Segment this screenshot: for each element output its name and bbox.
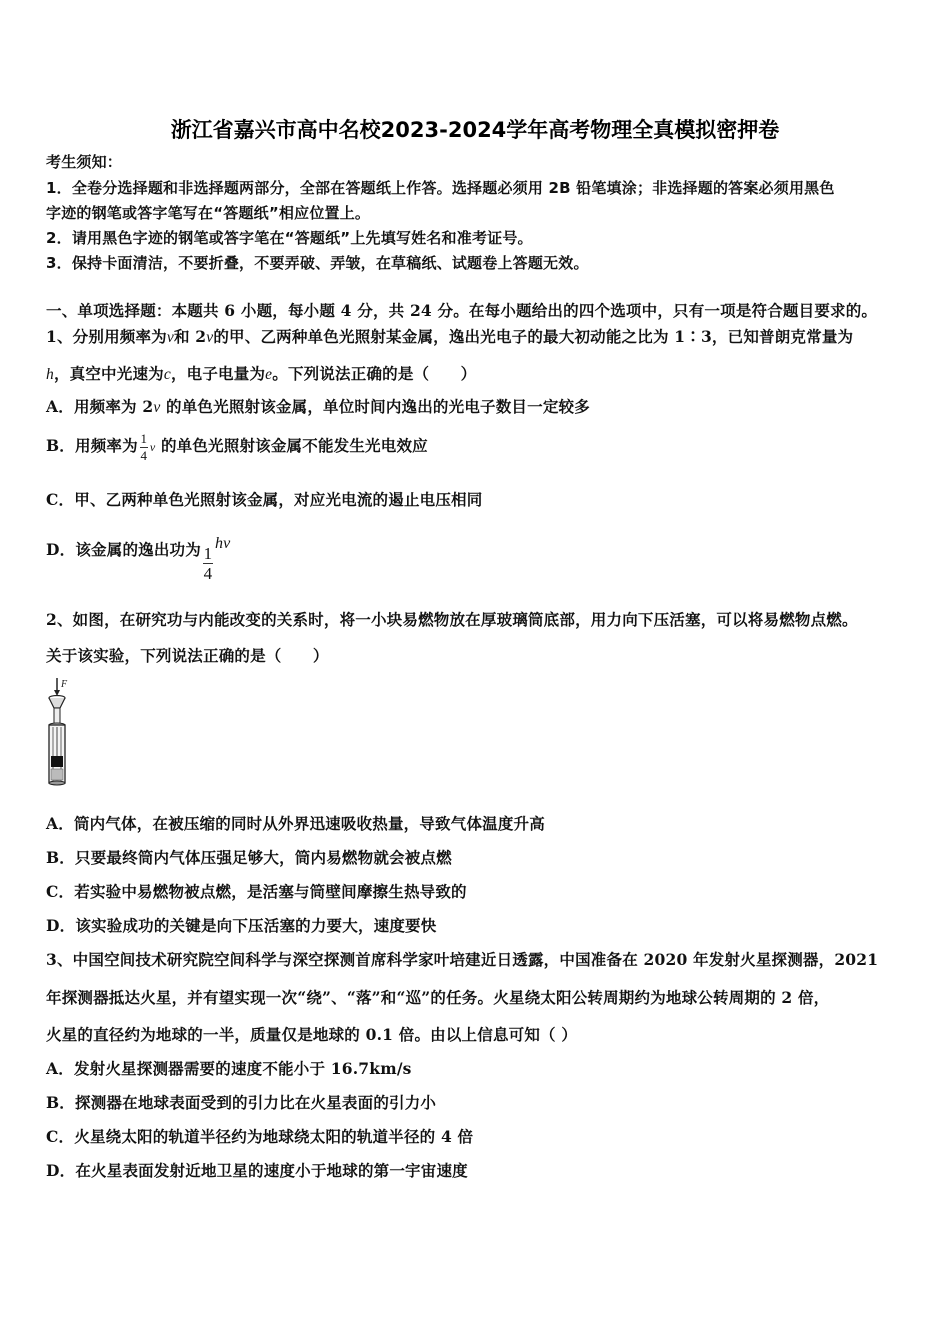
option-label: D． (46, 1161, 76, 1180)
q2-option-d[interactable] (46, 916, 436, 936)
q1-option-d[interactable] (46, 524, 230, 582)
q1-option-c[interactable] (46, 490, 482, 510)
q3-stem-line-2: 年探测器抵达火星，并有望实现一次“绕”、“落”和“巡”的任务。火星绕太阳公转周期约为地球公转周期的 2 倍， (46, 988, 830, 1007)
q2-option-a[interactable] (46, 814, 545, 834)
option-text: 只要最终筒内气体压强足够大，筒内易燃物就会被点燃 (75, 848, 452, 867)
option-text: 的单色光照射该金属不能发生光电效应 (155, 436, 428, 455)
fraction-one-quarter: $\frac{1}{4}$ (140, 430, 148, 463)
q1-stem-line-2 (46, 364, 476, 385)
q3-option-a[interactable] (46, 1059, 412, 1079)
q1-var-v: v (166, 329, 174, 346)
fraction-one-quarter: $\frac{1}{4}$ (203, 544, 213, 583)
option-label: A． (46, 1059, 74, 1078)
q1-var-c: c (163, 366, 171, 383)
piston-cylinder-figure (42, 676, 82, 794)
option-text: 该实验成功的关键是向下压活塞的力要大，速度要快 (75, 916, 437, 935)
notice-line-2: 字迹的钢笔或答字笔写在“答题纸”相应位置上。 (46, 204, 371, 222)
q2-option-c[interactable] (46, 882, 467, 902)
q1-stem-text: 和 2 (173, 327, 207, 346)
notice-line-4: 3．保持卡面清洁，不要折叠，不要弄破、弄皱，在草稿纸、试题卷上答题无效。 (46, 254, 589, 272)
option-text: 用频率为 2 (73, 397, 154, 416)
q1-stem-text: 。下列说法正确的是（ ） (272, 364, 477, 383)
option-label: A． (46, 814, 74, 833)
option-label: D． (46, 540, 76, 559)
q1-option-a[interactable] (46, 397, 590, 418)
q1-var-v: v (149, 440, 156, 454)
notice-line-3: 2．请用黑色字迹的钢笔或答字笔在“答题纸”上先填写姓名和准考证号。 (46, 229, 533, 247)
option-label: A． (46, 397, 74, 416)
q3-option-c[interactable] (46, 1127, 473, 1147)
q3-stem-line-3: 火星的直径约为地球的一半，质量仅是地球的 0.1 倍。由以上信息可知（ ） (46, 1025, 578, 1044)
section-heading: 一、单项选择题：本题共 6 小题，每小题 4 分，共 24 分。在每小题给出的四个选项中，只有一项是符合题目要求的。 (46, 301, 878, 320)
q1-stem-line-1 (46, 327, 853, 348)
option-label: C． (46, 882, 75, 901)
option-label: B． (46, 1093, 76, 1112)
notice-line-1: 1．全卷分选择题和非选择题两部分，全部在答题纸上作答。选择题必须用 2B 铅笔填涂；非选择题的答案必须用黑色 (46, 179, 835, 197)
notice-heading: 考生须知： (46, 153, 123, 171)
q1-var-h: h (46, 366, 54, 383)
q2-stem-line-2: 关于该实验，下列说法正确的是（ ） (46, 646, 329, 665)
q2-option-b[interactable] (46, 848, 452, 868)
option-text: 用频率为 (75, 436, 138, 455)
q3-option-d[interactable] (46, 1161, 468, 1181)
q1-var-v: v (153, 399, 161, 416)
option-text: 若实验中易燃物被点燃，是活塞与筒壁间摩擦生热导致的 (74, 882, 467, 901)
page-title: 浙江省嘉兴市高中名校2023-2024学年高考物理全真模拟密押卷 (170, 118, 780, 142)
q1-option-b[interactable] (46, 429, 428, 464)
q3-option-b[interactable] (46, 1093, 436, 1113)
option-label: C． (46, 1127, 75, 1146)
svg-text:F: F (61, 679, 68, 690)
option-label: B． (46, 436, 76, 455)
option-text: 在火星表面发射近地卫星的速度小于地球的第一宇宙速度 (75, 1161, 468, 1180)
q1-var-e: e (265, 366, 273, 383)
option-text: 发射火星探测器需要的速度不能小于 16.7km/s (73, 1059, 412, 1078)
q1-stem-text: 1、分别用频率为 (46, 327, 167, 346)
option-text: 火星绕太阳的轨道半径约为地球绕太阳的轨道半径的 4 倍 (74, 1127, 474, 1146)
q1-stem-text: ，电子电量为 (170, 364, 266, 383)
q2-stem-line-1: 2、如图，在研究功与内能改变的关系时，将一小块易燃物放在厚玻璃筒底部，用力向下压活塞，可以将易燃物点燃。 (46, 610, 858, 629)
option-text: 该金属的逸出功为 (75, 540, 201, 559)
option-text: 的单色光照射该金属，单位时间内逸出的光电子数目一定较多 (160, 397, 590, 416)
q1-stem-text: 的甲、乙两种单色光照射某金属，逸出光电子的最大初动能之比为 1∶3，已知普朗克常量为 (213, 327, 854, 346)
option-label: D． (46, 916, 76, 935)
fire-syringe-icon (42, 676, 82, 794)
q1-var-v: v (206, 329, 214, 346)
q1-var-hv: hν (214, 535, 231, 552)
option-text: 探测器在地球表面受到的引力比在火星表面的引力小 (75, 1093, 437, 1112)
option-text: 筒内气体，在被压缩的同时从外界迅速吸收热量，导致气体温度升高 (73, 814, 545, 833)
option-label: C． (46, 490, 75, 509)
option-label: B． (46, 848, 76, 867)
q3-stem-line-1: 3、中国空间技术研究院空间科学与深空探测首席科学家叶培建近日透露，中国准备在 2020 年发射火星探测器，2021 (46, 950, 879, 969)
option-text: 甲、乙两种单色光照射该金属，对应光电流的遏止电压相同 (74, 490, 483, 509)
q1-stem-text: ，真空中光速为 (53, 364, 164, 383)
